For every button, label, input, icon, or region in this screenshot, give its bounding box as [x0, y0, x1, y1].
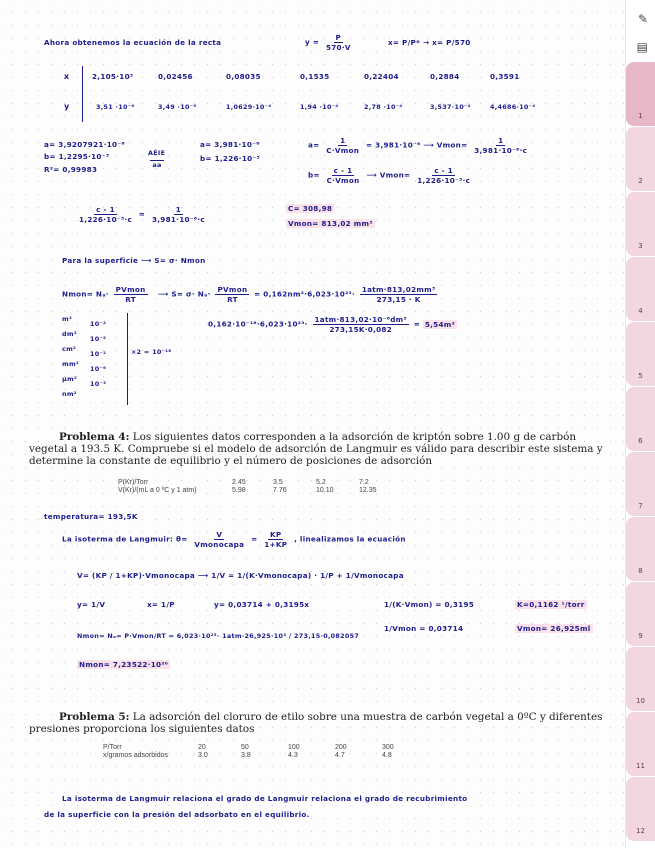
- x-value: 2,105·10³: [92, 72, 134, 81]
- x-value: 0,2884: [430, 72, 460, 81]
- unit-label: µm²: [62, 375, 78, 383]
- final-line-2: de la superficie con la presión del adsorbato en el equilibrio.: [44, 810, 310, 819]
- c-equation: $\frac{c - 1}{\text{1,226·10⁻³·c}}$ = $\frac{1}{\text{3,981·10⁻⁶·c}}$: [79, 205, 205, 224]
- y-value: 3,51 ·10⁻⁶: [96, 103, 135, 111]
- table-divider: [82, 66, 83, 122]
- reg-b: b= 1,2295·10⁻³: [44, 152, 110, 161]
- final-line-1: La isoterma de Langmuir relaciona el grado de Langmuir relaciona el grado de recubrimiento: [62, 794, 468, 803]
- k-result: K=0,1162 ¹/torr: [517, 600, 585, 609]
- vmon-result-2: Vmon= 26,925ml: [517, 624, 591, 633]
- section-tab-10[interactable]: 10: [626, 647, 655, 711]
- section-tab-4[interactable]: 4: [626, 257, 655, 321]
- vmon-equation: 1/Vmon = 0,03714: [384, 624, 464, 633]
- y-value: 3,537·10⁻⁴: [430, 103, 471, 111]
- temperatura: temperatura= 193,5K: [44, 512, 138, 521]
- unit-power: 10⁻³: [90, 380, 107, 388]
- c-result: C= 308,98: [288, 204, 333, 213]
- y-def: y= 1/V: [77, 600, 106, 609]
- problem-4-table: P(Kr)/Torr 2.45 3.5 5.2 7.2 V(Kr)/(mL a 0 ºC y 1 atm) 5.98 7.76 10.10 12.35: [118, 479, 377, 494]
- unit-label: m²: [62, 315, 73, 323]
- section-tab-3[interactable]: 3: [626, 192, 655, 256]
- pen-icon[interactable]: ✎: [637, 12, 648, 26]
- unit-label: dm²: [62, 330, 77, 338]
- y-value: 1,0629·10⁻⁴: [226, 103, 272, 111]
- a-equation: a= $\frac{1}{\text{C·Vmon}}$ = 3,981·10⁻⁶ ⟶ Vmon= $\frac{1}{\text{3,981·10⁻⁶·c}}$: [308, 136, 528, 155]
- nmon-equation: Nmon= Nₐ· $\frac{\text{PVmon}}{RT}$: [62, 285, 146, 304]
- section-tab-2[interactable]: 2: [626, 127, 655, 191]
- unit-power: 10⁻²: [90, 335, 107, 343]
- intro-line: Ahora obtenemos la ecuación de la recta: [44, 38, 222, 47]
- unit-power: 10⁻²: [90, 320, 107, 328]
- unit-power: 10⁻²: [90, 350, 107, 358]
- section-tab-8[interactable]: 8: [626, 517, 655, 581]
- unit-label: nm²: [62, 390, 77, 398]
- x-label: x: [64, 72, 70, 81]
- x-value: 0,3591: [490, 72, 520, 81]
- s2-result: 5,54m²: [424, 319, 456, 329]
- nmon-result: Nmon= 7,23522·10²⁰: [79, 660, 169, 669]
- y-value: 2,78 ·10⁻⁴: [364, 103, 403, 111]
- page-list-icon[interactable]: ▤: [636, 40, 648, 54]
- isoterma-line: La isoterma de Langmuir: θ= $\frac{V}{\text{Vmonocapa}}$ = $\frac{KP}{1+KP}$ , linealizamos la ecuación: [62, 530, 406, 549]
- k-equation: 1/(K·Vmon) = 0,3195: [384, 600, 475, 609]
- y-value: 3,49 ·10⁻⁵: [158, 103, 197, 111]
- b-equation: b= $\frac{c - 1}{\text{C·Vmon}}$ ⟶ Vmon= $\frac{c - 1}{\text{1,226·10⁻³·c}}$: [308, 166, 471, 185]
- section-tab-1[interactable]: 1: [626, 62, 655, 126]
- unit-power: 10⁻⁶: [90, 365, 107, 373]
- y-label: y: [64, 102, 70, 111]
- reg-r: R²= 0,99983: [44, 165, 98, 174]
- nmon-equation-2: Nmon= Nₐ= P·Vmon/RT = 6,023·10²³· 1atm·26,925·10³ / 273,15·0,082057: [77, 632, 360, 640]
- eq-x: x= P/P* → x= P/570: [388, 38, 471, 47]
- a-rounded: a= 3,981·10⁻⁶: [200, 140, 260, 149]
- section-tab-11[interactable]: 11: [626, 712, 655, 776]
- unit-label: mm²: [62, 360, 80, 368]
- problem-4: Problema 4: Los siguientes datos corresponden a la adsorción de kriptón sobre 1.00 g de carbón vegetal a 193.5 K. Compruebe si el modelo de adsorción de Langmuir es válido para describir este sistema y determine la constante de equilibrio y el número de posiciones de adsorción: [29, 431, 603, 467]
- y-value: 1,94 ·10⁻⁴: [300, 103, 339, 111]
- section-tab-7[interactable]: 7: [626, 452, 655, 516]
- round-sub: aa: [150, 160, 164, 169]
- round-label: AÉIE: [148, 149, 166, 157]
- eq-y: y = $\frac{P}{570\cdot V}$: [305, 33, 351, 52]
- problem-5-table: P/Torr 20 50 100 200 300 x/gramos adsorbidos 3.0 3.8 4.3 4.7 4.8: [103, 744, 394, 759]
- s-equation: ⟶ S= σ· Nₐ· $\frac{\text{PVmon}}{RT}$ = 0,162nm²·6,023·10²³· $\frac{\text{1atm·813,02mm³}}{273,15 \cdot K}$: [158, 285, 436, 304]
- unit-divider: [127, 313, 128, 405]
- y-value: 4,4686·10⁻⁴: [490, 103, 536, 111]
- x-value: 0,1535: [300, 72, 330, 81]
- x-value: 0,02456: [158, 72, 193, 81]
- section-tab-6[interactable]: 6: [626, 387, 655, 451]
- b-rounded: b= 1,226·10⁻³: [200, 154, 260, 163]
- v-equation: V= (KP / 1+KP)·Vmonocapa ⟶ 1/V = 1/(K·Vmonocapa) · 1/P + 1/Vmonocapa: [77, 571, 404, 580]
- line-equation: y= 0,03714 + 0,3195x: [214, 600, 310, 609]
- x-value: 0,22404: [364, 72, 399, 81]
- unit-result: ×2 = 10⁻¹⁸: [131, 348, 172, 356]
- reg-a: a= 3,9207921·10⁻⁶: [44, 140, 125, 149]
- section-tab-9[interactable]: 9: [626, 582, 655, 646]
- superficie-line: Para la superficie ⟶ S= σ· Nmon: [62, 256, 206, 265]
- x-value: 0,08035: [226, 72, 261, 81]
- problem-5: Problema 5: La adsorción del cloruro de etilo sobre una muestra de carbón vegetal a 0ºC y diferentes presiones proporciona los siguientes datos: [29, 711, 603, 735]
- section-tab-bar: [625, 0, 655, 848]
- unit-label: cm²: [62, 345, 77, 353]
- x-def: x= 1/P: [147, 600, 175, 609]
- s2-equation: 0,162·10⁻¹⁸·6,023·10²³· $\frac{\text{1atm·813,02·10⁻⁶dm³}}{273,15K\cdot 0,082}$ = 5,54m²: [208, 315, 456, 334]
- section-tab-5[interactable]: 5: [626, 322, 655, 386]
- section-tab-12[interactable]: 12: [626, 777, 655, 841]
- vmon-result: Vmon= 813,02 mm³: [288, 219, 373, 228]
